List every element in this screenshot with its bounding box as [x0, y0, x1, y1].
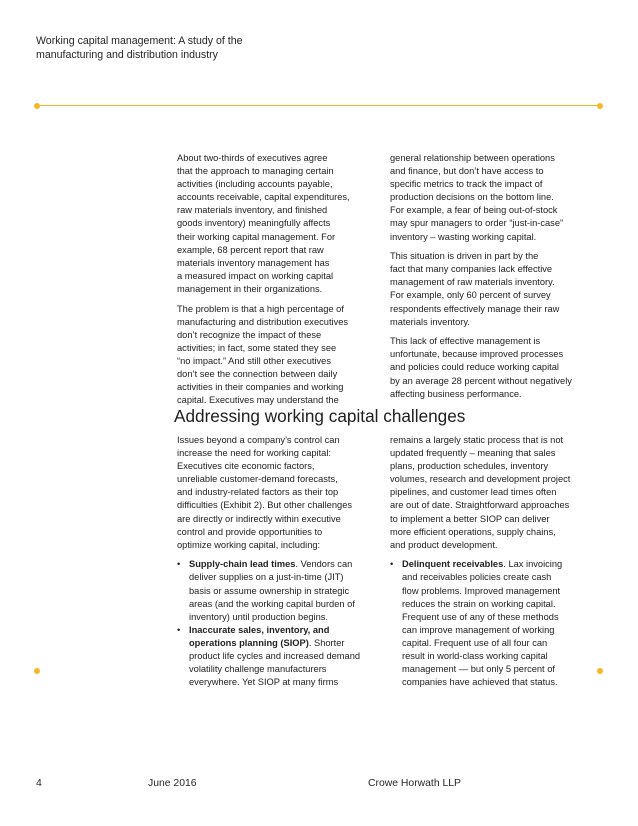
bullet-delinquent-receivables	[390, 558, 605, 689]
text-line: Frequent use of any of these methods	[402, 611, 559, 622]
top-left-dot	[34, 103, 40, 109]
text-line: a measured impact on working capital	[177, 270, 334, 281]
text-line: This situation is driven in part by the	[390, 251, 539, 262]
text-line: general relationship between operations	[390, 153, 555, 163]
text-line: This lack of effective management is	[390, 336, 541, 347]
text-line: unreliable customer-demand forecasts,	[177, 474, 338, 485]
text-line: management — but only 5 percent of	[402, 664, 555, 675]
text-line: management in their organizations.	[177, 283, 323, 294]
text-line: control and provide opportunities to	[177, 526, 323, 537]
text-line: goods inventory) meaningfully affects	[177, 218, 331, 229]
situation-paragraph	[390, 250, 605, 329]
issues-paragraph	[177, 434, 377, 552]
relationship-paragraph	[390, 152, 605, 244]
text-line: activities; in fact, some stated they see	[177, 342, 337, 353]
text-line: are directly or indirectly within executive	[177, 513, 341, 524]
problem-paragraph	[177, 303, 377, 408]
text-line: don’t recognize the impact of these	[177, 329, 322, 340]
bullet-supply-chain-text: . Vendors can	[295, 559, 353, 570]
text-line: don’t see the connection between daily	[177, 369, 338, 379]
text-line: and industry-related factors as their top	[177, 487, 339, 498]
top-left-column	[177, 152, 377, 414]
top-right-column	[390, 152, 605, 407]
bullet-receivables-text: . Lax invoicing	[503, 559, 563, 570]
running-header	[36, 35, 336, 62]
bullet-supply-chain-title: Supply-chain lead times	[189, 559, 296, 570]
bottom-left-dot	[34, 668, 40, 674]
text-line: pipelines, and customer lead times often	[390, 487, 557, 498]
text-line: respondents effectively manage their raw	[390, 303, 560, 314]
bullet-receivables-body	[402, 571, 605, 689]
bullet-receivables-title: Delinquent receivables	[402, 559, 504, 570]
bullet-siop	[177, 624, 377, 689]
top-right-dot	[597, 103, 603, 109]
challenges-list-left	[177, 558, 377, 689]
header-title-line-2: manufacturing and distribution industry	[36, 48, 218, 61]
text-line: that the approach to managing certain	[177, 166, 334, 177]
text-line: capital. Frequent use of all four can	[402, 637, 548, 648]
text-line: more efficient operations, supply chains,	[390, 526, 556, 537]
text-line: About two-thirds of executives agree	[177, 153, 328, 163]
text-line: result in world-class working capital	[402, 651, 548, 661]
text-line: everywhere. Yet SIOP at many firms	[189, 677, 339, 688]
text-line: areas (and the working capital burden of	[189, 598, 355, 609]
text-line: example, 68 percent report that raw	[177, 244, 324, 255]
bullet-siop-body	[189, 650, 377, 689]
bottom-left-column	[177, 434, 377, 689]
challenges-list-right	[390, 558, 605, 689]
text-line: inventory – wasting working capital.	[390, 231, 537, 242]
bullet-siop-title-line-1: • Inaccurate sales, inventory, and	[189, 624, 330, 635]
text-line: materials inventory.	[390, 316, 470, 327]
page-number: 4	[36, 778, 42, 789]
text-line: raw materials inventory, and finished	[177, 205, 328, 216]
text-line: Issues beyond a company’s control can	[177, 435, 340, 445]
text-line: volatility challenge manufacturers	[189, 664, 327, 675]
text-line: For example, only 60 percent of survey	[390, 290, 551, 301]
bullet-supply-chain-body	[189, 571, 377, 623]
text-line: activities in their companies and working	[177, 382, 344, 393]
text-line: updated frequently – meaning that sales	[390, 448, 556, 459]
text-line: affecting business performance.	[390, 388, 522, 399]
bullet-supply-chain	[177, 558, 377, 623]
text-line: reduces the strain on working capital.	[402, 598, 556, 609]
text-line: For example, a fear of being out-of-stock	[390, 205, 558, 216]
text-line: by an average 28 percent without negatively	[390, 375, 572, 386]
text-line: plans, production schedules, inventory	[390, 461, 549, 472]
siop-continuation-paragraph	[390, 434, 605, 552]
text-line: can improve management of working	[402, 624, 555, 635]
text-line: are out of date. Straightforward approaches	[390, 500, 570, 511]
text-line: fact that many companies lack effective	[390, 264, 553, 275]
text-line: to implement a better SIOP can deliver	[390, 513, 550, 524]
text-line: Executives cite economic factors,	[177, 461, 315, 472]
bullet-siop-title-line-2: operations planning (SIOP)	[189, 637, 309, 648]
header-title-line-1: Working capital management: A study of the	[36, 35, 243, 47]
section-heading: Addressing working capital challenges	[174, 406, 466, 426]
text-line: specific metrics to track the impact of	[390, 179, 543, 190]
text-line: volumes, research and development project	[390, 474, 571, 485]
text-line: companies have achieved that status.	[402, 677, 558, 688]
text-line: The problem is that a high percentage of	[177, 303, 344, 314]
text-line: difficulties (Exhibit 2). But other challenges	[177, 500, 353, 511]
top-divider-rule	[37, 105, 600, 106]
text-line: production decisions on the bottom line.	[390, 192, 554, 203]
text-line: accounts receivable, capital expenditures,	[177, 192, 350, 203]
text-line: and policies could reduce working capital	[390, 362, 559, 373]
text-line: materials inventory management has	[177, 257, 330, 268]
text-line: and receivables policies create cash	[402, 572, 552, 583]
footer-company: Crowe Horwath LLP	[368, 778, 461, 789]
text-line: capital. Executives may understand the	[177, 395, 339, 406]
intro-paragraph	[177, 152, 377, 296]
text-line: basis or assume ownership in strategic	[189, 585, 350, 596]
lack-of-management-paragraph	[390, 335, 605, 400]
text-line: management of raw materials inventory.	[390, 277, 555, 288]
text-line: remains a largely static process that is not	[390, 435, 564, 445]
bullet-siop-text: . Shorter	[308, 637, 345, 648]
text-line: flow problems. Improved management	[402, 585, 561, 596]
text-line: unfortunate, because improved processes	[390, 349, 564, 360]
text-line: may spur managers to order “just-in-case”	[390, 218, 564, 229]
bottom-right-column	[390, 434, 605, 689]
text-line: their working capital management. For	[177, 231, 336, 242]
text-line: product life cycles and increased demand	[189, 651, 361, 661]
text-line: activities (including accounts payable,	[177, 179, 333, 190]
text-line: and finance, but don’t have access to	[390, 166, 544, 177]
text-line: optimize working capital, including:	[177, 539, 321, 550]
footer-date: June 2016	[148, 778, 197, 789]
text-line: manufacturing and distribution executives	[177, 316, 349, 327]
text-line: increase the need for working capital:	[177, 448, 332, 459]
text-line: inventory) until production begins.	[189, 611, 329, 622]
text-line: and product development.	[390, 539, 498, 550]
text-line: deliver supplies on a just-in-time (JIT)	[189, 572, 344, 583]
text-line: “no impact.” And still other executives	[177, 355, 331, 366]
